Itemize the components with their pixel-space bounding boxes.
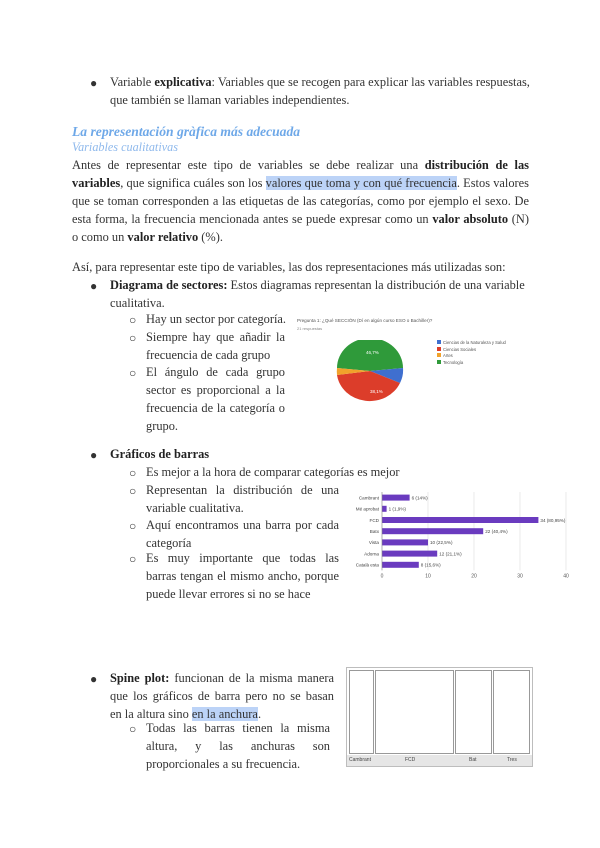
spine-segment — [349, 670, 374, 754]
pie-label-2: 38,1% — [370, 389, 383, 394]
spine-plot — [346, 667, 533, 767]
section-subheading: Variables cualitativas — [72, 140, 178, 154]
spine-segment — [375, 670, 454, 754]
barras-item-4: Es muy importante que todas las barras tengan el mismo ancho, porque puede llevar errores si no se hace — [146, 551, 339, 601]
legend-item: Artes — [437, 353, 506, 360]
spine-label: Tres — [507, 757, 517, 763]
spine-segment — [455, 670, 492, 754]
barras-item-3: Aquí encontramos una barra por cada categoría — [146, 518, 339, 550]
bar — [382, 551, 437, 557]
bar-chart — [338, 488, 570, 580]
data-label: 22 (40,4%) — [485, 529, 508, 534]
sub-bullet-circle: ○ — [129, 519, 137, 533]
barras-item-2: Representan la distribución de una variable cualitativa. — [146, 483, 339, 515]
bullet-dot: ● — [90, 76, 98, 90]
bullet-dot: ● — [90, 672, 98, 686]
spine-segment — [493, 670, 530, 754]
paragraph-representations: Así, para representar este tipo de variables, las dos representaciones más utilizadas son: — [72, 260, 506, 274]
x-tick-label: 10 — [425, 573, 431, 580]
spine-label: Bat — [469, 757, 477, 763]
bullet-sectores: Diagrama de sectores: Estos diagramas representan la distribución de una variable cualitativa. — [110, 278, 525, 310]
pie-chart-figure — [295, 316, 530, 406]
pie-chart — [335, 340, 405, 402]
sectores-item-3: El ángulo de cada grupo sector es proporcional a la frecuencia de la categoría o grupo. — [146, 365, 285, 433]
legend-item: Ciencias de la Naturaleza y Salud — [437, 340, 506, 347]
sub-bullet-circle: ○ — [129, 331, 137, 345]
category-label: Batx — [369, 529, 379, 534]
bullet-explicativa: Variable explicativa: Variables que se recogen para explicar las variables respuestas, que también se llaman variables independientes. — [110, 75, 530, 107]
pie-legend — [437, 340, 506, 366]
bar — [382, 528, 483, 534]
x-tick-label: 0 — [380, 573, 384, 580]
legend-item: Tecnología — [437, 360, 506, 367]
bullet-spine: Spine plot: funcionan de la misma manera que los gráficos de barra pero no se basan en la altura sino en la anchura. — [110, 671, 334, 721]
sub-bullet-circle: ○ — [129, 552, 137, 566]
x-tick-label: 30 — [517, 573, 523, 580]
data-label: 12 (21,1%) — [439, 551, 462, 557]
sub-bullet-circle: ○ — [129, 366, 137, 380]
data-label: 8 (15,6%) — [420, 562, 441, 568]
pie-sub: 21 respuestas — [297, 326, 323, 331]
category-label: FCD — [369, 517, 379, 523]
x-tick-label: 20 — [471, 573, 477, 580]
sub-bullet-circle: ○ — [129, 313, 137, 327]
pie-question: Pregunta 1: ¿Qué SECCIÓN (Dí en algún curso ESO o Bachiller)? — [297, 318, 433, 323]
legend-item: Ciencias Sociales — [437, 347, 506, 354]
spine-label: FCD — [405, 757, 416, 763]
bar — [382, 517, 538, 523]
bar — [382, 562, 419, 568]
category-label: Adorna — [364, 551, 379, 557]
category-label: Català esta — [355, 562, 379, 568]
bar — [382, 506, 387, 512]
data-label: 10 (22,5%) — [430, 540, 453, 546]
spine-item-1: Todas las barras tienen la misma altura, y las anchuras son proporcionales a su frecuencia. — [146, 721, 330, 771]
data-label: 6 (14%) — [411, 495, 428, 501]
category-label: Cambrant — [358, 495, 379, 501]
x-tick-label: 40 — [563, 573, 569, 580]
category-label: Vista — [368, 540, 379, 546]
data-label: 1 (1,9%) — [388, 506, 406, 512]
pie-slice-tecnologia — [337, 340, 403, 371]
barras-item-1: Es mejor a la hora de comparar categorías es mejor — [146, 465, 400, 479]
sub-bullet-circle: ○ — [129, 484, 137, 498]
bullet-barras-title: Gráficos de barras — [110, 447, 210, 461]
bullet-dot: ● — [90, 448, 98, 462]
category-label: Mé aprobat — [355, 506, 379, 512]
paragraph-distribution: Antes de representar este tipo de variables se debe realizar una distribución de las variables, que significa cuáles son los valores que toma y con qué frecuencia. Estos valores que se toman corresponden a las etiquetas de las categorías, como por ejemplo el sexo. De esta forma, la frecuencia mencionada antes se puede expresar como un valor absoluto (N) o como un valor relativo (%). — [72, 158, 529, 244]
sectores-item-2: Siempre hay que añadir la frecuencia de cada grupo — [146, 330, 285, 362]
data-label: 34 (80,95%) — [540, 517, 566, 523]
sub-bullet-circle: ○ — [129, 722, 137, 736]
bar — [382, 495, 410, 501]
pie-label-1: 46,7% — [366, 350, 379, 355]
section-heading: La representación gràfica más adecuada — [72, 124, 301, 139]
sectores-item-1: Hay un sector por categoría. — [146, 312, 287, 326]
spine-axis — [347, 755, 532, 766]
bar — [382, 539, 428, 545]
bullet-dot: ● — [90, 279, 98, 293]
sub-bullet-circle: ○ — [129, 466, 137, 480]
spine-label: Cambrant — [349, 757, 371, 763]
